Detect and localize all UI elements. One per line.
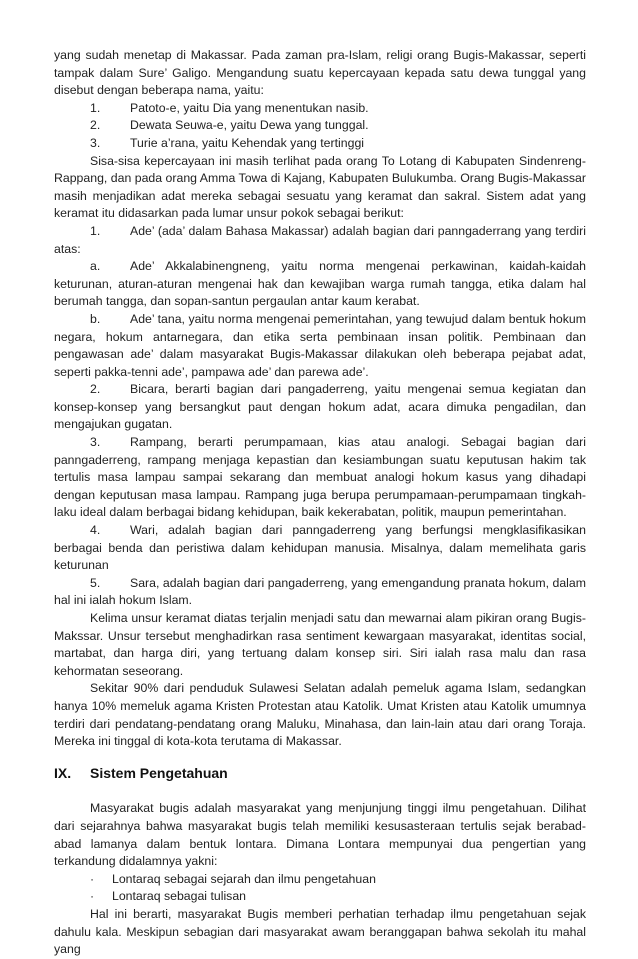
intro-paragraph: yang sudah menetap di Makassar. Pada zaman pra-Islam, religi orang Bugis-Makassar, seperti tampak dalam Sure’ Galigo. Mengandung suatu kepercayaan kepada satu dewa tunggal yang disebut dengan beberapa nama, yaitu: [54, 48, 586, 98]
kelima-paragraph: Kelima unsur keramat diatas terjalin menjadi satu dan mewarnai alam pikiran orang Bugis-Makssar. Unsur tersebut menghadirkan rasa sentiment kewargaan masyarakat, identitas social, martabat, dan harga diri, yang tertuang dalam konsep siri. Siri ialah rasa malu dan rasa kehormatan seseorang. [54, 611, 586, 678]
item-text: Wari, adalah bagian dari panngaderreng yang berfungsi mengklasifikasikan berbagai benda dan peristiwa dalam kehidupan manusia. Misalnya, dalam memelihata garis keturunan [54, 523, 586, 573]
masyarakat-paragraph: Masyarakat bugis adalah masyarakat yang menjunjung tinggi ilmu pengetahuan. Dilihat dari sejarahnya bahwa masyarakat bugis telah memiliki kesusasteraan tertulis sejak berabad-abad lamanya dalam bentuk lontara. Dimana Lontara mempunyai dua pengertian yang terkandung didalamnya yakni: [54, 801, 586, 869]
item-number: b. [90, 311, 101, 326]
list-item [54, 135, 586, 153]
list-number: 1. [90, 100, 101, 115]
sekitar-paragraph: Sekitar 90% dari penduduk Sulawesi Selatan adalah pemeluk agama Islam, sedangkan hanya 10% memeluk agama Kristen Protestan atau Katolik. Umat Kristen atau Katolik umumnya terdiri dari pendatang-pendatang orang Maluku, Minahasa, dan lain-lain atau dari orang Toraja. Mereka ini tinggal di kota-kota terutama di Makassar. [54, 681, 586, 749]
list-number: 2. [90, 118, 101, 133]
section-number: IX. [54, 764, 72, 781]
document-page [54, 47, 586, 959]
adat-item [54, 223, 586, 258]
list-text: Turie a’rana, yaitu Kehendak yang tertinggi [130, 135, 365, 150]
list-item [54, 100, 586, 118]
bullet-item [54, 871, 586, 889]
adat-item [54, 575, 586, 610]
item-number: 4. [90, 523, 101, 538]
section-heading [54, 765, 586, 783]
list-text: Dewata Seuwa-e, yaitu Dewa yang tunggal. [130, 118, 369, 133]
list-text: Patoto-e, yaitu Dia yang menentukan nasib. [130, 100, 369, 115]
adat-item [54, 381, 586, 434]
item-number: a. [90, 259, 101, 274]
item-number: 2. [90, 382, 101, 397]
hal-paragraph: Hal ini berarti, masyarakat Bugis memberi perhatian terhadap ilmu pengetahuan sejak dahulu kala. Meskipun sebagian dari masyarakat awam beranggapan bahwa sekolah itu mahal yang [54, 906, 586, 957]
bullet-item [54, 888, 586, 906]
adat-item [54, 311, 586, 381]
item-text: Ade’ Akkalabinengneng, yaitu norma mengenai perkawinan, kaidah-kaidah keturunan, aturan-aturan mengenai hak dan kewajiban warga rumah tangga, etika dalam hal berumah tangga, dan sopan-santun pergaulan antar kaum kerabat. [54, 259, 586, 309]
item-text: Rampang, berarti perumpamaan, kias atau analogi. Sebagai bagian dari panngaderreng, rampang menjaga kepastian dan kesiambungan suatu keputusan hakim tak tertulis masa lampau sampai sekarang dan membuat analogi hokum kasus yang dihadapi dengan keputusan masa lampau. Rampang juga berupa perumpamaan-perumpamaan tingkah-laku ideal dalam berbagai bidang kehidupan, baik kekerabatan, politik, maupun pemerintahan. [54, 435, 586, 520]
adat-item [54, 434, 586, 522]
bullet-text: Lontaraq sebagai tulisan [112, 889, 246, 904]
item-text: Ade’ (ada’ dalam Bahasa Makassar) adalah bagian dari panngaderrang yang terdiri atas: [54, 223, 586, 256]
list-item [54, 117, 586, 135]
item-number: 1. [90, 223, 101, 238]
item-number: 5. [90, 575, 101, 590]
sisa-paragraph: Sisa-sisa kepercayaan ini masih terlihat pada orang To Lotang di Kabupaten Sindenreng-Rappang, dan pada orang Amma Towa di Kajang, Kabupaten Bulukumba. Orang Bugis-Makassar masih menjadikan adat mereka sebagai sesuatu yang keramat dan sakral. Sistem adat yang keramat itu didasarkan pada lumar unsur pokok sebagai berikut: [54, 153, 586, 221]
bullet-mark: · [90, 871, 95, 886]
item-text: Bicara, berarti bagian dari pangaderreng, yaitu mengenai semua kegiatan dan konsep-konsep yang bersangkut paut dengan hokum adat, acara dimuka pengadilan, dan mengajukan gugatan. [54, 382, 586, 432]
item-text: Sara, adalah bagian dari pangaderreng, yang emengandung pranata hokum, dalam hal ini ialah hokum Islam. [54, 575, 586, 608]
adat-item [54, 258, 586, 311]
adat-item [54, 522, 586, 575]
section-title: Sistem Pengetahuan [90, 764, 228, 781]
item-text: Ade’ tana, yaitu norma mengenai pemerintahan, yang tewujud dalam bentuk hokum negara, hokum antarnegara, dan etika serta pembinaan insan politik. Pembinaan dan pengawasan ade’ dalam masyarakat Bugis-Makassar dilakukan oleh beberapa pejabat adat, seperti pakka-tenni ade’, pampawa ade’ dan parewa ade’. [54, 311, 586, 379]
item-number: 3. [90, 435, 101, 450]
list-number: 3. [90, 135, 101, 150]
bullet-mark: · [90, 889, 95, 904]
bullet-text: Lontaraq sebagai sejarah dan ilmu pengetahuan [112, 871, 376, 886]
